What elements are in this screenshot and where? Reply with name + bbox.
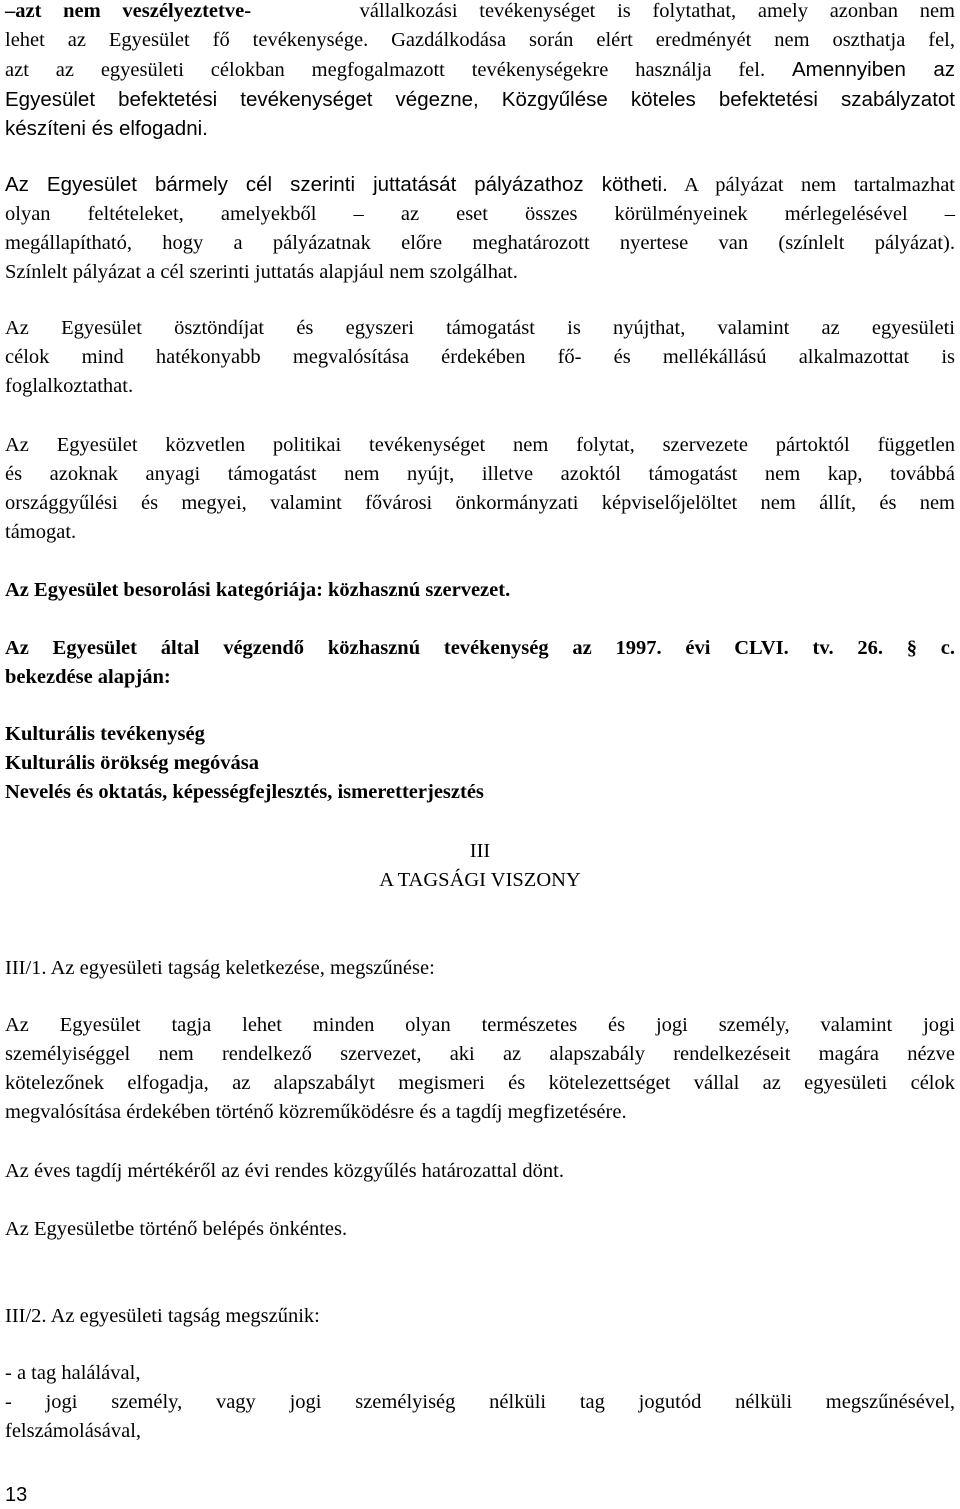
subsection-number: III/1. <box>5 957 47 979</box>
subsection-title: Az egyesületi tagság keletkezése, megszűnése: <box>50 957 435 979</box>
section-number: III <box>469 840 491 862</box>
paragraph-tender: Az Egyesület bármely cél szerinti juttatását pályázathoz kötheti. A pályázat nem tartalmazhat olyan feltételeket, amelyekből – az eset összes körülményeinek mérlegelésével – megállapítható, hogy a pályázatnak előre meghatározott nyertese van (színlelt pályázat). Színlelt pályázat a cél szerinti juttatás alapjául nem szolgálhat. <box>5 173 955 283</box>
paragraph-scholarship: Az Egyesület ösztöndíjat és egyszeri támogatást is nyújthat, valamint az egyesületi célok mind hatékonyabb megvalósítása érdekében fő- és mellékállású alkalmazottat is foglalkoztathat. <box>5 317 955 397</box>
activity-statement: Az Egyesület által végzendő közhasznú tevékenység az 1997. évi CLVI. tv. 26. § c. bekezdése alapján: <box>5 637 955 688</box>
subsection-heading-2 <box>5 1302 955 1331</box>
list-item: - a tag halálával, <box>5 1362 141 1384</box>
subsection-title: Az egyesületi tagság megszűnik: <box>50 1305 320 1327</box>
subsection-heading-1 <box>5 954 955 983</box>
paragraph-business-activity: –azt nem veszélyeztetve- vállalkozási tevékenységet is folytathat, amely azonban nem lehet az Egyesület fő tevékenysége. Gazdálkodása során elért eredményét nem oszthatja fel, azt az egyesületi célokban megfogalmazott tevékenységekre használja fel. Amennyiben az Egyesület befektetési tevékenységet végezne, Közgyűlése köteles befektetési szabályzatot készíteni és elfogadni. <box>5 0 956 140</box>
termination-list: - a tag halálával, - jogi személy, vagy jogi személyiség nélküli tag jogutód nélküli megszűnésével, felszámolásával, <box>5 1359 955 1446</box>
lead-bold-text: –azt nem veszélyeztetve- <box>5 0 252 22</box>
paragraph-politics: Az Egyesület közvetlen politikai tevékenységet nem folytat, szervezete pártoktól független és azoknak anyagi támogatást nem nyújt, illetve azoktól támogatást nem kap, továbbá országgyűlési és megyei, valamint fővárosi önkormányzati képviselőjelöltet nem állít, és nem támogat. <box>5 434 955 543</box>
paragraph-voluntary: Az Egyesületbe történő belépés önkéntes. <box>5 1218 348 1240</box>
activity-item: Kulturális örökség megóvása <box>5 752 259 774</box>
page-number: 13 <box>5 1484 28 1506</box>
list-item: - jogi személy, vagy jogi személyiség nélküli tag jogutód nélküli megszűnésével, <box>5 1391 955 1413</box>
paragraph-fee: Az éves tagdíj mértékéről az évi rendes közgyűlés határozattal dönt. <box>5 1160 564 1182</box>
paragraph-membership: Az Egyesület tagja lehet minden olyan természetes és jogi személy, valamint jogi személyiséggel nem rendelkező szervezet, aki az alapszabály rendelkezéseit magára nézve kötelezőnek elfogadja, az alapszabályt megismeri és kötelezettséget vállal az egyesületi célok megvalósítása érdekében történő közreműködésre és a tagdíj megfizetésére. <box>5 1014 955 1123</box>
activities-list <box>5 720 955 807</box>
activity-item: Nevelés és oktatás, képességfejlesztés, ismeretterjesztés <box>5 781 484 803</box>
subsection-number: III/2. <box>5 1305 47 1327</box>
section-title: A TAGSÁGI VISZONY <box>379 869 581 891</box>
activity-item: Kulturális tevékenység <box>5 723 205 745</box>
document-page <box>5 0 955 1509</box>
category-statement: Az Egyesület besorolási kategóriája: közhasznú szervezet. <box>5 579 511 601</box>
section-heading <box>5 837 955 895</box>
